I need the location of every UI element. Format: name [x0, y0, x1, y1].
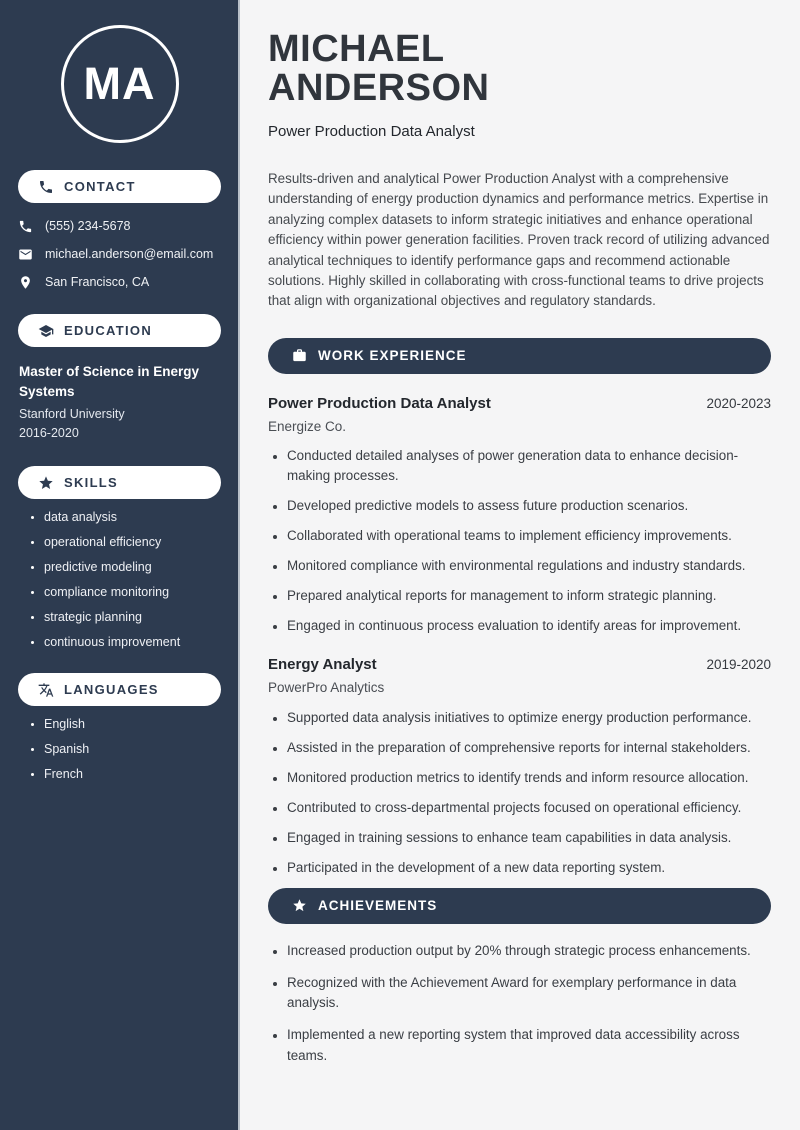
education-section-label: EDUCATION	[64, 323, 153, 338]
job-title: Energy Analyst	[268, 655, 377, 673]
skill-item: • continuous improvement	[44, 635, 221, 649]
resume-main	[240, 0, 800, 1130]
education-years: 2016-2020	[19, 426, 79, 440]
language-item: • English	[44, 717, 221, 731]
location-pin-icon	[18, 275, 33, 290]
star-icon	[292, 898, 307, 913]
job-dates: 2019-2020	[706, 656, 771, 672]
work-experience-section-header	[268, 338, 771, 374]
job-header	[268, 395, 771, 412]
first-name: MICHAEL	[268, 28, 445, 70]
contact-phone-row	[18, 216, 221, 236]
page-title	[268, 30, 771, 108]
contact-location-row	[18, 272, 221, 292]
degree-title: Master of Science in Energy Systems	[19, 364, 200, 399]
skill-item: • strategic planning	[44, 610, 221, 624]
job-bullet-list	[268, 708, 771, 879]
job-bullet-list	[268, 446, 771, 637]
company-name: Energize Co.	[268, 418, 347, 434]
achievements-section-label: ACHIEVEMENTS	[318, 898, 438, 914]
job-bullet: • Developed predictive models to assess future production scenarios.	[287, 496, 771, 517]
sidebar	[0, 0, 240, 1130]
skills-section-header	[18, 466, 221, 499]
contact-section-label: CONTACT	[64, 179, 136, 194]
job-bullet: • Engaged in training sessions to enhance team capabilities in data analysis.	[287, 828, 771, 849]
skill-item: • data analysis	[44, 510, 221, 524]
education-section-header	[18, 314, 221, 347]
achievement-bullet: • Implemented a new reporting system that improved data accessibility across teams.	[287, 1025, 771, 1066]
avatar	[61, 25, 179, 143]
languages-section-label: LANGUAGES	[64, 682, 159, 697]
job-bullet: • Monitored production metrics to identify trends and inform resource allocation.	[287, 768, 771, 789]
languages-list	[18, 717, 221, 781]
job-entry	[268, 656, 771, 879]
company-name: PowerPro Analytics	[268, 679, 385, 695]
job-bullet: • Participated in the development of a new data reporting system.	[287, 858, 771, 879]
school-name: Stanford University	[19, 407, 125, 421]
job-bullet: • Contributed to cross-departmental projects focused on operational efficiency.	[287, 798, 771, 819]
skills-section-label: SKILLS	[64, 475, 119, 490]
job-title: Power Production Data Analyst	[268, 394, 491, 412]
contact-section-header	[18, 170, 221, 203]
job-bullet: • Collaborated with operational teams to implement efficiency improvements.	[287, 526, 771, 547]
skills-list	[18, 510, 221, 649]
mail-icon	[18, 247, 33, 262]
phone-icon	[18, 219, 33, 234]
star-icon	[38, 475, 54, 491]
last-name: ANDERSON	[268, 67, 490, 109]
job-bullet: • Engaged in continuous process evaluation to identify areas for improvement.	[287, 616, 771, 637]
professional-title: Power Production Data Analyst	[268, 123, 475, 140]
languages-section-header	[18, 673, 221, 706]
skill-item: • operational efficiency	[44, 535, 221, 549]
job-bullet: • Assisted in the preparation of comprehensive reports for internal stakeholders.	[287, 738, 771, 759]
translate-icon	[38, 682, 54, 698]
job-bullet: • Prepared analytical reports for management to inform strategic planning.	[287, 586, 771, 607]
achievements-list	[268, 941, 771, 1067]
phone-number: (555) 234-5678	[45, 219, 131, 233]
email-address: michael.anderson@email.com	[45, 247, 214, 261]
achievement-bullet: • Recognized with the Achievement Award for exemplary performance in data analysis.	[287, 973, 771, 1014]
skill-item: • compliance monitoring	[44, 585, 221, 599]
professional-summary: Results-driven and analytical Power Production Analyst with a comprehensive understanding of energy production dynamics and performance metrics. Expertise in analyzing complex datasets to inform strategic initiatives and enhance operational efficiency within power generation facilities. Proven track record of utilizing advanced analytical techniques to identify performance gaps and recommend actionable solutions. Highly skilled in collaborating with cross-functional teams to drive projects that align with organizational objectives and regulatory standards.	[268, 171, 770, 309]
work-experience-section-label: WORK EXPERIENCE	[318, 348, 467, 364]
education-entry	[18, 362, 221, 443]
location-text: San Francisco, CA	[45, 275, 150, 289]
skill-item: • predictive modeling	[44, 560, 221, 574]
contact-list	[18, 216, 221, 292]
job-bullet: • Monitored compliance with environmental regulations and industry standards.	[287, 556, 771, 577]
achievements-section-header	[268, 888, 771, 924]
contact-email-row	[18, 244, 221, 264]
achievement-bullet: • Increased production output by 20% through strategic process enhancements.	[287, 941, 771, 962]
job-bullet: • Conducted detailed analyses of power generation data to enhance decision-making processes.	[287, 446, 771, 487]
language-item: • Spanish	[44, 742, 221, 756]
avatar-initials: MA	[83, 58, 156, 109]
job-header	[268, 656, 771, 673]
job-dates: 2020-2023	[706, 395, 771, 411]
job-bullet: • Supported data analysis initiatives to optimize energy production performance.	[287, 708, 771, 729]
phone-icon	[38, 179, 54, 195]
graduation-cap-icon	[38, 323, 54, 339]
briefcase-icon	[292, 348, 307, 363]
language-item: • French	[44, 767, 221, 781]
job-entry	[268, 395, 771, 637]
